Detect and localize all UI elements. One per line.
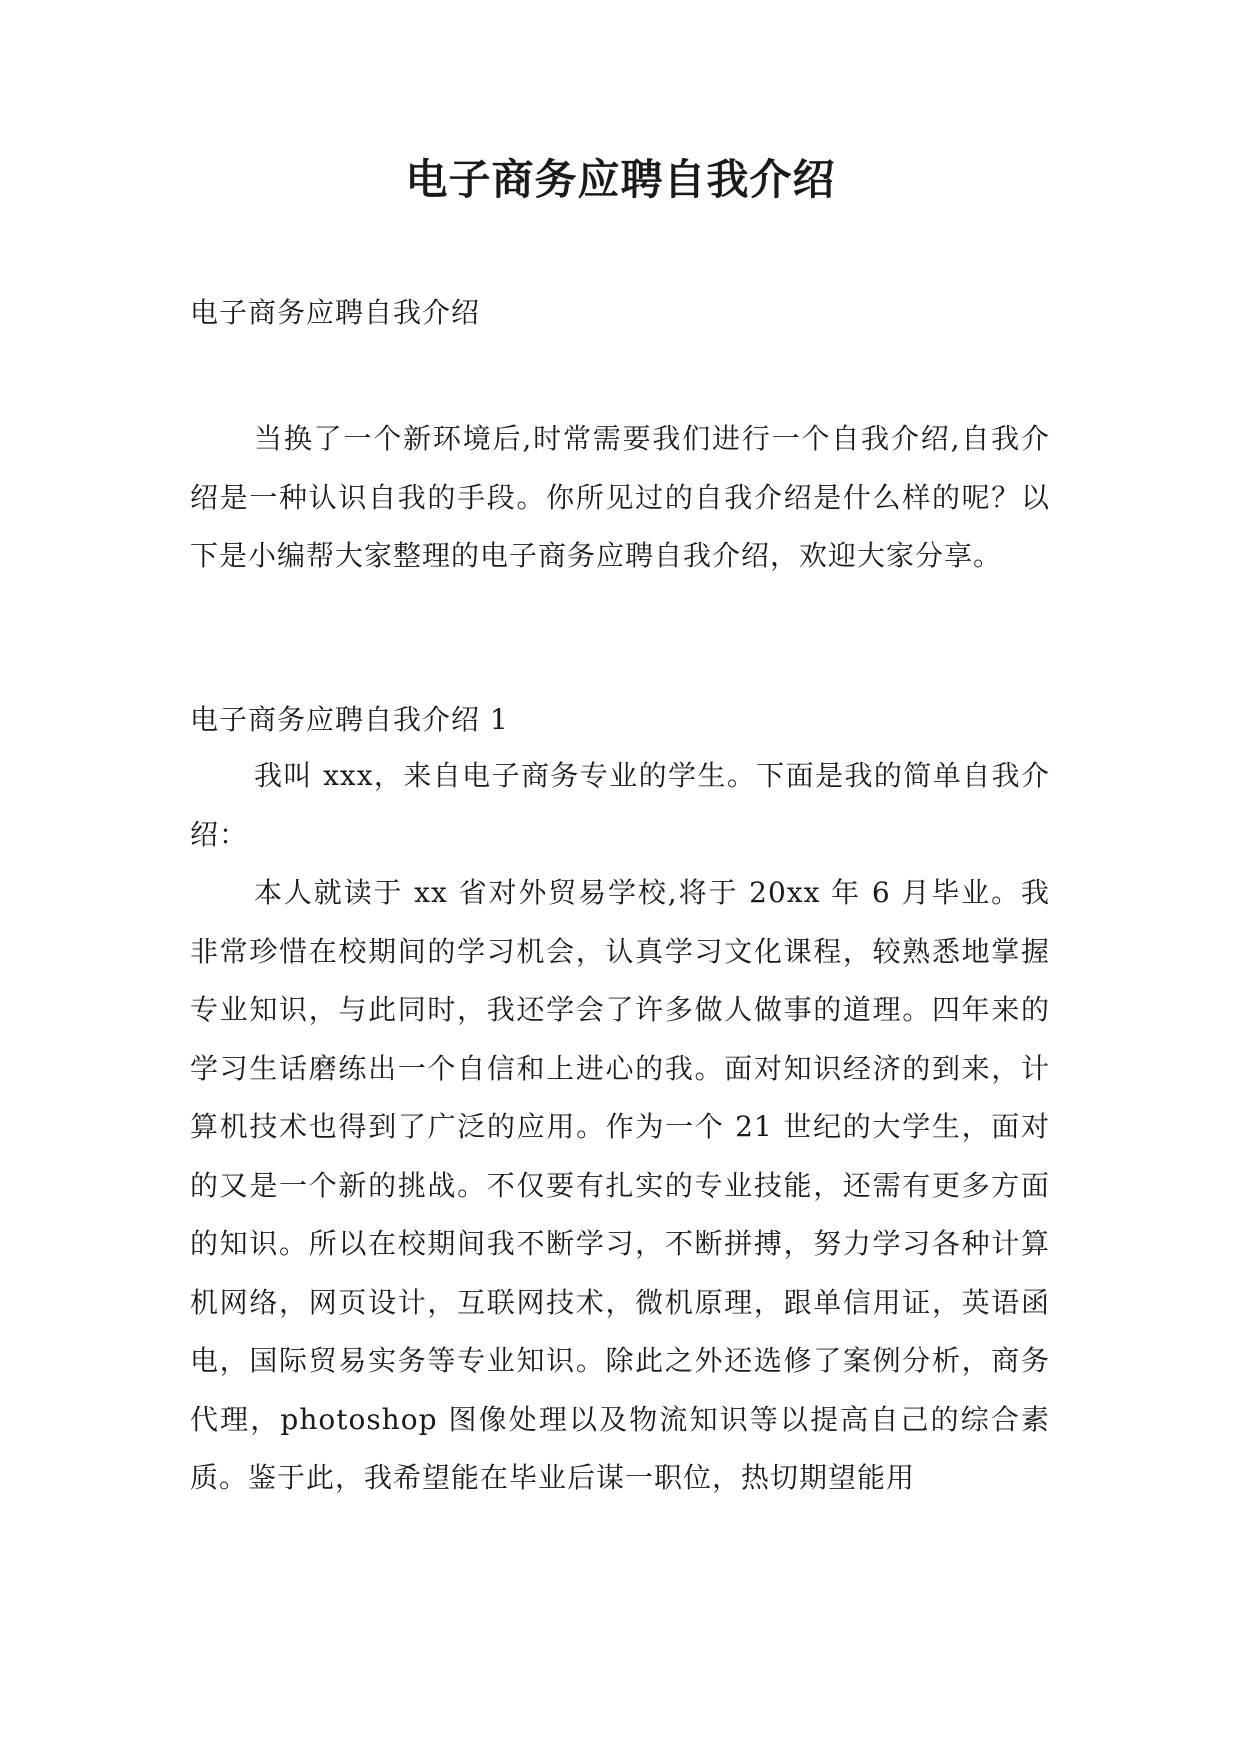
body-paragraph-2: 本人就读于 xx 省对外贸易学校,将于 20xx 年 6 月毕业。我非常珍惜在校期间的学习机会，认真学习文化课程，较熟悉地掌握专业知识，与此同时，我还学会了许多做人做事的道理。四年来的学习生话磨练出一个自信和上进心的我。面对知识经济的到来，计算机技术也得到了广泛的应用。作为一个 21 世纪的大学生，面对的又是一个新的挑战。不仅要有扎实的专业技能，还需有更多方面的知识。所以在校期间我不断学习，不断拼搏，努力学习各种计算机网络，网页设计，互联网技术，微机原理，跟单信用证，英语函电，国际贸易实务等专业知识。除此之外还选修了案例分析，商务代理，photoshop 图像处理以及物流知识等以提高自己的综合素质。鉴于此，我希望能在毕业后谋一职位，热切期望能用 xyxy=(190,876,1050,1494)
section-heading: 电子商务应聘自我介绍 1 xyxy=(190,703,509,736)
body-paragraph-1: 我叫 xxx，来自电子商务专业的学生。下面是我的简单自我介绍： xyxy=(190,759,1050,851)
document-title: 电子商务应聘自我介绍 xyxy=(405,155,836,204)
intro-paragraph: 当换了一个新环境后,时常需要我们进行一个自我介绍,自我介绍是一种认识自我的手段。你所见过的自我介绍是什么样的呢？以下是小编帮大家整理的电子商务应聘自我介绍，欢迎大家分享。 xyxy=(190,422,1050,572)
document-subtitle: 电子商务应聘自我介绍 xyxy=(190,296,481,329)
